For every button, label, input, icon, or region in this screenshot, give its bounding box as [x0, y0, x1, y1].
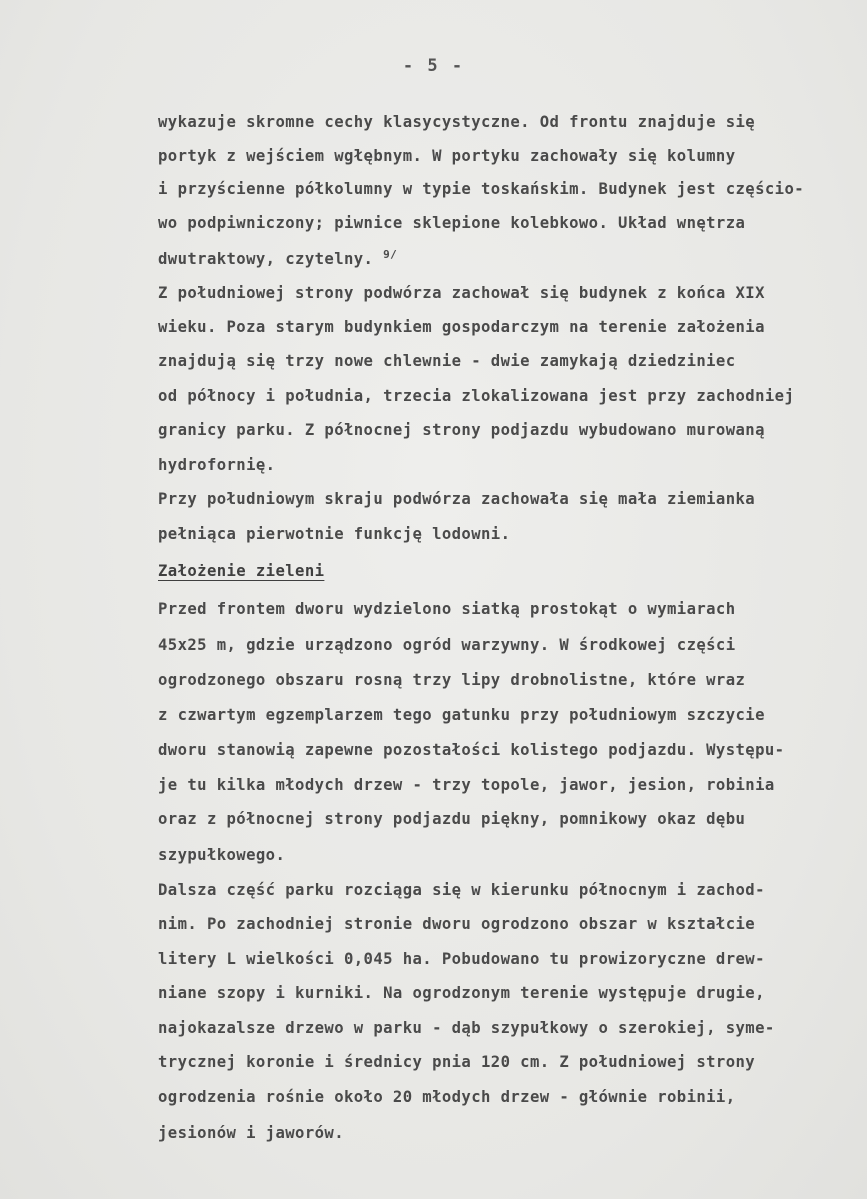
text-line: szypułkowego.	[158, 846, 286, 864]
section-heading: Założenie zieleni	[158, 562, 325, 580]
text-line: pełniąca pierwotnie funkcję lodowni.	[158, 525, 511, 543]
text-line: od północy i południa, trzecia zlokalizowana jest przy zachodniej	[158, 387, 795, 405]
text-line: ogrodzenia rośnie około 20 młodych drzew - głównie robinii,	[158, 1088, 736, 1106]
text-line: Z południowej strony podwórza zachował się budynek z końca XIX	[158, 284, 765, 302]
text-line: Przed frontem dworu wydzielono siatką prostokąt o wymiarach	[158, 600, 736, 618]
text-line: dworu stanowią zapewne pozostałości kolistego podjazdu. Występu-	[158, 741, 785, 759]
text-line: niane szopy i kurniki. Na ogrodzonym terenie występuje drugie,	[158, 984, 765, 1002]
text-line: Przy południowym skraju podwórza zachowała się mała ziemianka	[158, 490, 756, 508]
text-line: litery L wielkości 0,045 ha. Pobudowano tu prowizoryczne drew-	[158, 950, 765, 968]
text-line: 45x25 m, gdzie urządzono ogród warzywny. W środkowej części	[158, 636, 736, 654]
text-line: Dalsza część parku rozciąga się w kierunku północnym i zachod-	[158, 881, 765, 899]
text-line: wykazuje skromne cechy klasycystyczne. Od frontu znajduje się	[158, 113, 756, 131]
text-line	[158, 248, 397, 268]
text-line: nim. Po zachodniej stronie dworu ogrodzono obszar w kształcie	[158, 915, 756, 933]
text-line: z czwartym egzemplarzem tego gatunku przy południowym szczycie	[158, 706, 765, 724]
text-line: wieku. Poza starym budynkiem gospodarczym na terenie założenia	[158, 318, 765, 336]
text-line: znajdują się trzy nowe chlewnie - dwie zamykają dziedziniec	[158, 352, 736, 370]
page-number: - 5 -	[402, 56, 465, 76]
text-line: granicy parku. Z północnej strony podjazdu wybudowano murowaną	[158, 421, 765, 439]
text-line: wo podpiwniczony; piwnice sklepione kolebkowo. Układ wnętrza	[158, 214, 746, 232]
text-line: je tu kilka młodych drzew - trzy topole, jawor, jesion, robinia	[158, 776, 775, 794]
text-line: jesionów i jaworów.	[158, 1124, 344, 1142]
text-line: najokazalsze drzewo w parku - dąb szypułkowy o szerokiej, syme-	[158, 1019, 775, 1037]
text-line: hydrofornię.	[158, 456, 276, 474]
text-line: ogrodzonego obszaru rosną trzy lipy drobnolistne, które wraz	[158, 671, 746, 689]
text-line: trycznej koronie i średnicy pnia 120 cm. Z południowej strony	[158, 1053, 756, 1071]
text-line-content: dwutraktowy, czytelny.	[158, 250, 374, 269]
text-line: i przyścienne półkolumny w typie toskańskim. Budynek jest częścio-	[158, 180, 805, 198]
text-line: portyk z wejściem wgłębnym. W portyku zachowały się kolumny	[158, 147, 736, 165]
text-line: oraz z północnej strony podjazdu piękny, pomnikowy okaz dębu	[158, 810, 746, 828]
footnote-marker: 9/	[383, 248, 398, 261]
